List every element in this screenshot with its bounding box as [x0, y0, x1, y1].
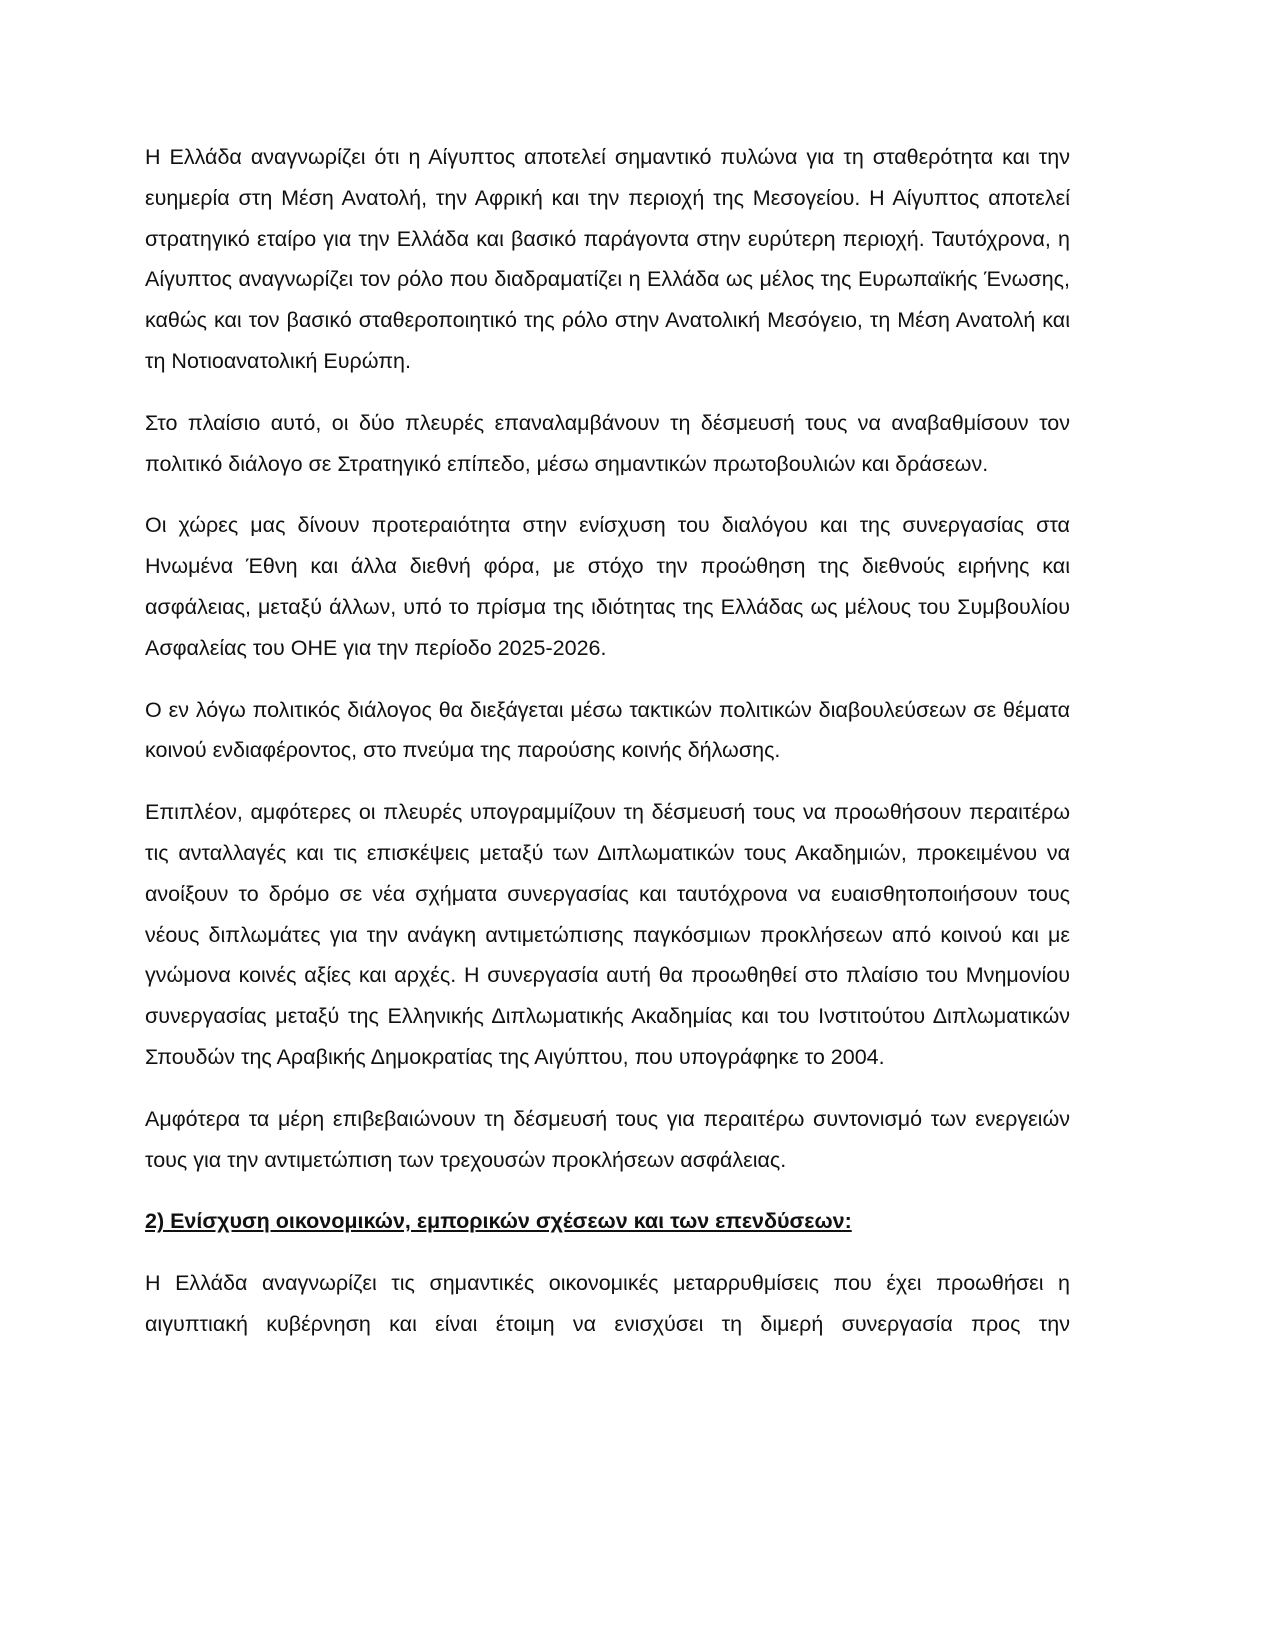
paragraph-economic-reforms: Η Ελλάδα αναγνωρίζει τις σημαντικές οικονομικές μεταρρυθμίσεις που έχει προωθήσει η αιγυπτιακή κυβέρνηση και είναι έτοιμη να ενισχύσει τη διμερή συνεργασία προς την — [145, 1271, 1070, 1336]
paragraph-un-cooperation: Οι χώρες μας δίνουν προτεραιότητα στην ενίσχυση του διαλόγου και της συνεργασίας στα Ηνωμένα Έθνη και άλλα διεθνή φόρα, με στόχο την προώθηση της διεθνούς ειρήνης και ασφάλειας, μεταξύ άλλων, υπό το πρίσμα της ιδιότητας της Ελλάδας ως μέλους του Συμβουλίου Ασφαλείας του ΟΗΕ για την περίοδο 2025-2026. — [145, 513, 1070, 660]
document-page — [145, 137, 1070, 1366]
paragraph-political-consultations: Ο εν λόγω πολιτικός διάλογος θα διεξάγεται μέσω τακτικών πολιτικών διαβουλεύσεων σε θέματα κοινού ενδιαφέροντος, στο πνεύμα της παρούσης κοινής δήλωσης. — [145, 697, 1070, 763]
paragraph-egypt-pillar: Η Ελλάδα αναγνωρίζει ότι η Αίγυπτος αποτελεί σημαντικό πυλώνα για τη σταθερότητα και την ευημερία στη Μέση Ανατολή, την Αφρική και την περιοχή της Μεσογείου. Η Αίγυπτος αποτελεί στρατηγικό εταίρο για την Ελλάδα και βασικό παράγοντα στην ευρύτερη περιοχή. Ταυτόχρονα, η Αίγυπτος αναγνωρίζει τον ρόλο που διαδραματίζει η Ελλάδα ως μέλος της Ευρωπαϊκής Ένωσης, καθώς και τον βασικό σταθεροποιητικό της ρόλο στην Ανατολική Μεσόγειο, τη Μέση Ανατολή και τη Νοτιοανατολική Ευρώπη. — [145, 145, 1070, 373]
paragraph-strategic-dialogue: Στο πλαίσιο αυτό, οι δύο πλευρές επαναλαμβάνουν τη δέσμευσή τους να αναβαθμίσουν τον πολιτικό διάλογο σε Στρατηγικό επίπεδο, μέσω σημαντικών πρωτοβουλιών και δράσεων. — [145, 410, 1070, 476]
section-heading-economic-relations: 2) Ενίσχυση οικονομικών, εμπορικών σχέσεων και των επενδύσεων: — [145, 1209, 852, 1234]
paragraph-security-coordination: Αμφότερα τα μέρη επιβεβαιώνουν τη δέσμευσή τους για περαιτέρω συντονισμό των ενεργειών τους για την αντιμετώπιση των τρεχουσών προκλήσεων ασφάλειας. — [145, 1106, 1070, 1172]
paragraph-diplomatic-academies: Επιπλέον, αμφότερες οι πλευρές υπογραμμίζουν τη δέσμευσή τους να προωθήσουν περαιτέρω τις ανταλλαγές και τις επισκέψεις μεταξύ των Διπλωματικών τους Ακαδημιών, προκειμένου να ανοίξουν το δρόμο σε νέα σχήματα συνεργασίας και ταυτόχρονα να ευαισθητοποιήσουν τους νέους διπλωμάτες για την ανάγκη αντιμετώπισης παγκόσμιων προκλήσεων από κοινού και με γνώμονα κοινές αξίες και αρχές. Η συνεργασία αυτή θα προωθηθεί στο πλαίσιο του Μνημονίου συνεργασίας μεταξύ της Ελληνικής Διπλωματικής Ακαδημίας και του Ινστιτούτου Διπλωματικών Σπουδών της Αραβικής Δημοκρατίας της Αιγύπτου, που υπογράφηκε το 2004. — [145, 800, 1070, 1069]
